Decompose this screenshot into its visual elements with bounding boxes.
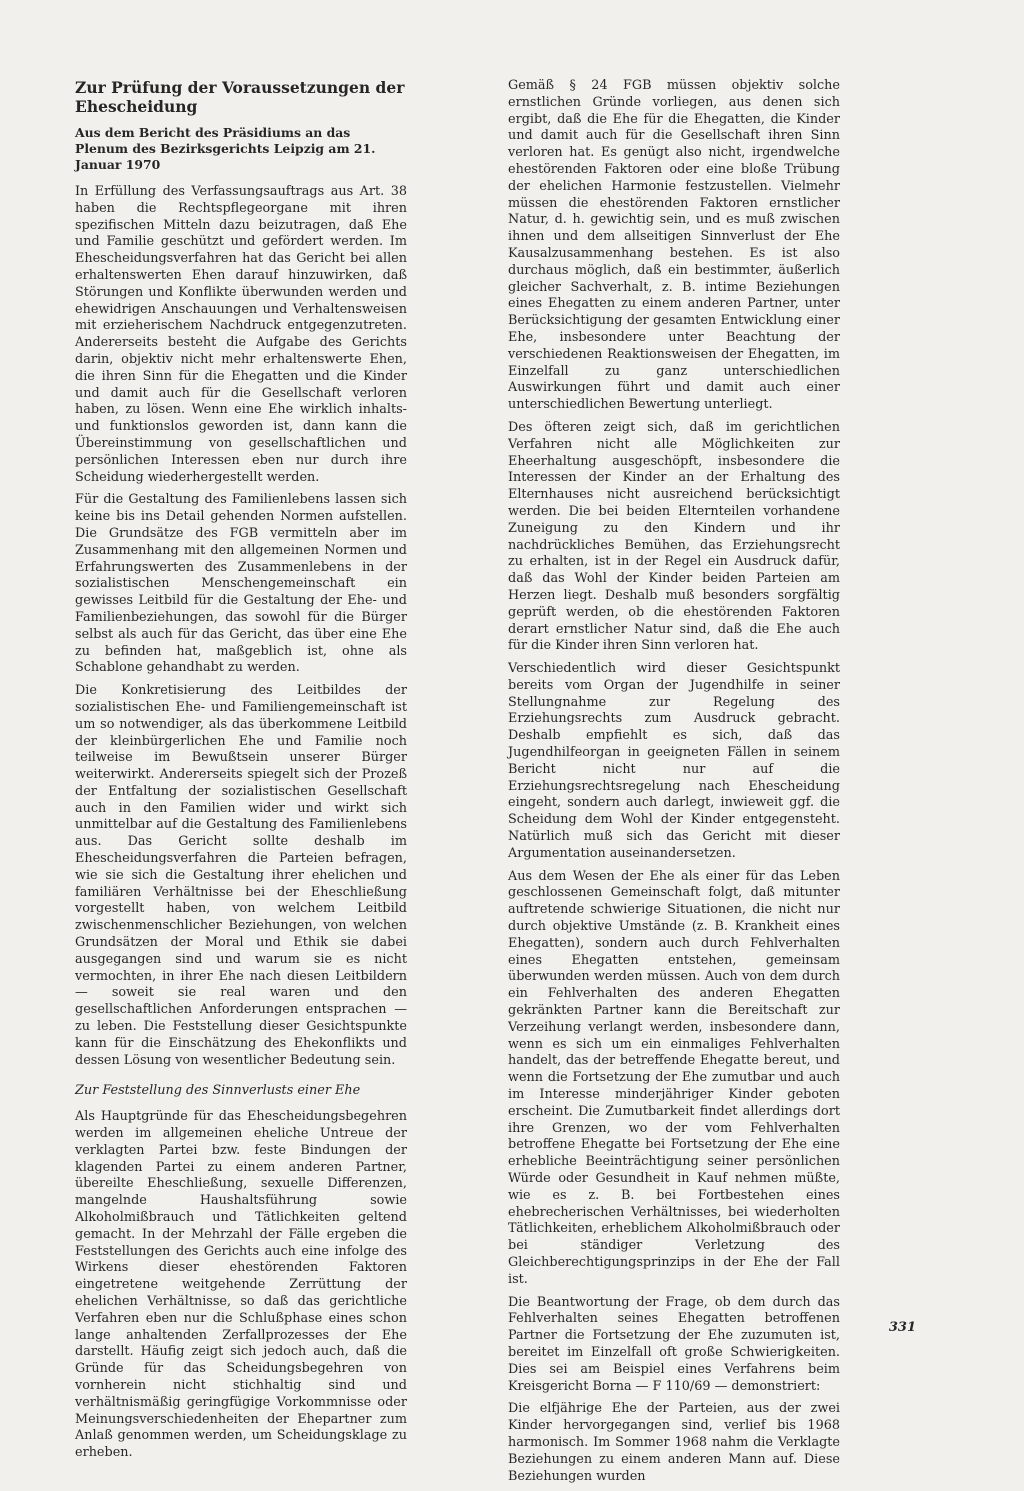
paragraph: Die Beantwortung der Frage, ob dem durch das Fehlverhalten seines Ehegatten betroffenen Partner die Fortsetzung der Ehe zuzumuten ist, bereitet im Einzelfall oft große Schwierigkeiten. Dies sei am Beispiel eines Verfahrens beim Kreisgericht Borna — F 110/69 — demonstriert: [508, 1294, 840, 1394]
paragraph: Die elfjährige Ehe der Parteien, aus der zwei Kinder hervorgegangen sind, verlief bis 1968 harmonisch. Im Sommer 1968 nahm die Verklagte Beziehungen zu einem anderen Mann auf. Diese Beziehungen wurden [508, 1401, 840, 1484]
paragraph: Für die Gestaltung des Familienlebens lassen sich keine bis ins Detail gehenden Normen aufstellen. Die Grundsätze des FGB vermitteln aber im Zusammenhang mit den allgemeinen Normen und Erfahrungswerten des Zusammenlebens in der sozialistischen Menschengemeinschaft ein gewisses Leitbild für die Gestaltung der Ehe- und Familienbeziehungen, das sowohl für die Bürger selbst als auch für das Gericht, das über eine Ehe zu befinden hat, maßgeblich ist, ohne als Schablone gehandhabt zu werden. [75, 492, 407, 676]
article-title: Zur Prüfung der Voraussetzungen der Ehescheidung [75, 78, 405, 116]
paragraph: In Erfüllung des Verfassungsauftrags aus Art. 38 haben die Rechtspflegeorgane mit ihren spezifischen Mitteln dazu beizutragen, daß Ehe und Familie geschützt und gefördert werden. Im Ehescheidungsverfahren hat das Gericht bei allen erhaltenswerten Ehen darauf hinzuwirken, daß Störungen und Konflikte überwunden werden und ehewidrigen Anschauungen und Verhaltensweisen mit erzieherischem Nachdruck entgegenzutreten. Andererseits besteht die Aufgabe des Gerichts darin, objektiv nicht mehr erhaltenswerte Ehen, die ihren Sinn für die Ehegatten und die Kinder und damit auch für die Gesellschaft verloren haben, zu lösen. Wenn eine Ehe wirklich inhalts- und funktionslos geworden ist, dann kann die Übereinstimmung von gesellschaftlichen und persönlichen Interessen eben nur durch ihre Scheidung wiederhergestellt werden. [75, 184, 407, 485]
section-heading: Zur Feststellung des Sinnverlusts einer Ehe [75, 1083, 361, 1099]
paragraph: Gemäß § 24 FGB müssen objektiv solche ernstlichen Gründe vorliegen, aus denen sich ergibt, daß die Ehe für die Ehegatten, die Kinder und damit auch für die Gesellschaft ihren Sinn verloren hat. Es genügt also nicht, irgendwelche ehestörenden Faktoren oder eine bloße Trübung der ehelichen Harmonie festzustellen. Vielmehr müssen die ehestörenden Faktoren ernstlicher Natur, d. h. gewichtig sein, und es muß zwischen ihnen und dem allseitigen Sinnverlust der Ehe Kausalzusammenhang bestehen. Es ist also durchaus möglich, daß ein bestimmter, äußerlich gleicher Sachverhalt, z. B. intime Beziehungen eines Ehegatten zu einem anderen Partner, unter Berücksichtigung der gesamten Entwicklung einer Ehe, insbesondere unter Beachtung der verschiedenen Reaktionsweisen der Ehegatten, im Einzelfall zu ganz unterschiedlichen Auswirkungen führt und damit auch einer unterschiedlichen Bewertung unterliegt. [508, 78, 840, 413]
left-column [75, 78, 407, 1468]
paragraph: Des öfteren zeigt sich, daß im gerichtlichen Verfahren nicht alle Möglichkeiten zur Eheerhaltung ausgeschöpft, insbesondere die Interessen der Kinder an der Erhaltung des Elternhauses nicht ausreichend berücksichtigt werden. Die bei beiden Elternteilen vorhandene Zuneigung zu den Kindern und ihr nachdrückliches Bemühen, das Erziehungsrecht zu erhalten, ist in der Regel ein Ausdruck dafür, daß das Wohl der Kinder beiden Parteien am Herzen liegt. Deshalb muß besonders sorgfältig geprüft werden, ob die ehestörenden Faktoren derart ernstlicher Natur sind, daß die Ehe auch für die Kinder ihren Sinn verloren hat. [508, 419, 840, 654]
right-column [508, 78, 840, 1491]
page-number: 331 [888, 1320, 916, 1335]
paragraph: Verschiedentlich wird dieser Gesichtspunkt bereits vom Organ der Jugendhilfe in seiner Stellungnahme zur Regelung des Erziehungsrechts zum Ausdruck gebracht. Deshalb empfiehlt es sich, daß das Jugendhilfeorgan in geeigneten Fällen in seinem Bericht nicht nur auf die Erziehungsrechtsregelung nach Ehescheidung eingeht, sondern auch darlegt, inwieweit ggf. die Scheidung dem Wohl der Kinder entgegensteht. Natürlich muß sich das Gericht mit dieser Argumentation auseinandersetzen. [508, 661, 840, 861]
paragraph: Als Hauptgründe für das Ehescheidungsbegehren werden im allgemeinen eheliche Untreue der verklagten Partei bzw. feste Bindungen der klagenden Partei zu einem anderen Partner, übereilte Eheschließung, sexuelle Differenzen, mangelnde Haushaltsführung sowie Alkoholmißbrauch und Tätlichkeiten geltend gemacht. In der Mehrzahl der Fälle ergeben die Feststellungen des Gerichts auch eine infolge des Wirkens dieser ehestörenden Faktoren eingetretene weitgehende Zerrüttung der ehelichen Verhältnisse, so daß das gerichtliche Verfahren eben nur die Schlußphase eines schon lange anhaltenden Zerfallprozesses der Ehe darstellt. Häufig zeigt sich jedoch auch, daß die Gründe für das Scheidungsbegehren von vornherein nicht stichhaltig sind und verhältnismäßig geringfügige Vorkommnisse oder Meinungsverschiedenheiten der Ehepartner zum Anlaß genommen werden, um Scheidungsklage zu erheben. [75, 1109, 407, 1461]
paragraph: Aus dem Wesen der Ehe als einer für das Leben geschlossenen Gemeinschaft folgt, daß mitunter auftretende schwierige Situationen, die nicht nur durch objektive Umstände (z. B. Krankheit eines Ehegatten), sondern auch durch Fehlverhalten eines Ehegatten entstehen, gemeinsam überwunden werden müssen. Auch von dem durch ein Fehlverhalten des anderen Ehegatten gekränkten Partner kann die Bereitschaft zur Verzeihung verlangt werden, insbesondere dann, wenn es sich um ein einmaliges Fehlverhalten handelt, das der betreffende Ehegatte bereut, und wenn die Fortsetzung der Ehe zumutbar und auch im Interesse minderjähriger Kinder geboten erscheint. Die Zumutbarkeit findet allerdings dort ihre Grenzen, wo der vom Fehlverhalten betroffene Ehegatte bei Fortsetzung der Ehe eine erhebliche Beeinträchtigung seiner persönlichen Würde oder Gesundheit in Kauf nehmen müßte, wie es z. B. bei Fortbestehen eines ehebrecherischen Verhältnisses, bei wiederholten Tätlichkeiten, erheblichem Alkoholmißbrauch oder bei ständiger Verletzung des Gleichberechtigungsprinzips in der Ehe der Fall ist. [508, 868, 840, 1287]
article-subtitle: Aus dem Bericht des Präsidiums an das Plenum des Bezirksgerichts Leipzig am 21. Januar 1970 [75, 125, 376, 172]
paragraph: Die Konkretisierung des Leitbildes der sozialistischen Ehe- und Familiengemeinschaft ist um so notwendiger, als das überkommene Leitbild der kleinbürgerlichen Ehe und Familie noch teilweise im Bewußtsein unserer Bürger weiterwirkt. Andererseits spiegelt sich der Prozeß der Entfaltung der sozialistischen Gesellschaft auch in den Familien wider und wirkt sich unmittelbar auf die Gestaltung des Familienlebens aus. Das Gericht sollte deshalb im Ehescheidungsverfahren die Parteien befragen, wie sie sich die Gestaltung ihrer ehelichen und familiären Verhältnisse bei der Eheschließung vorgestellt haben, von welchem Leitbild zwischenmenschlicher Beziehungen, von welchen Grundsätzen der Moral und Ethik sie dabei ausgegangen sind und warum sie es nicht vermochten, in ihrer Ehe nach diesen Leitbildern — soweit sie real waren und den gesellschaftlichen Anforderungen entsprachen — zu leben. Die Feststellung dieser Gesichtspunkte kann für die Einschätzung des Ehekonflikts und dessen Lösung von wesentlicher Bedeutung sein. [75, 683, 407, 1068]
